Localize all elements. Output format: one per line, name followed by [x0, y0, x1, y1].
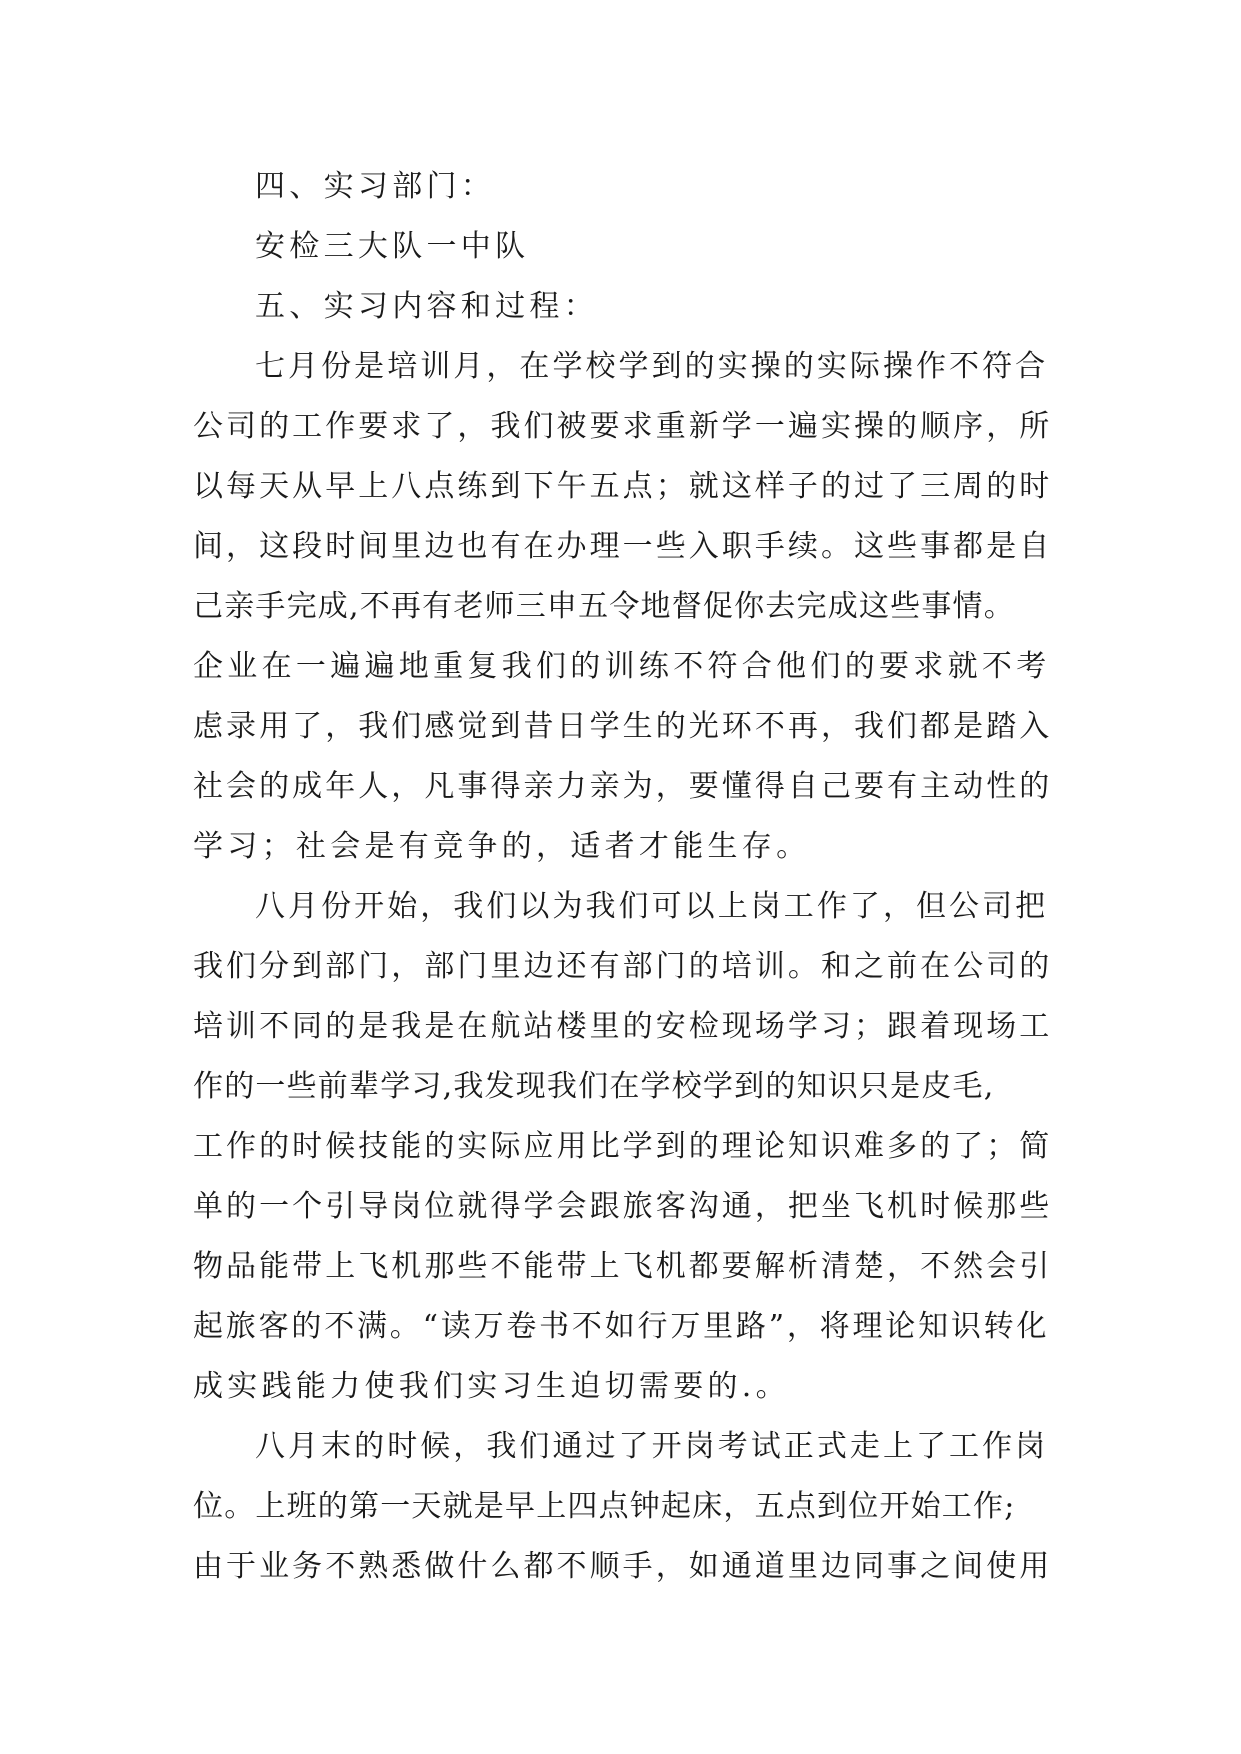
paragraph-line: 起旅客的不满。“读万卷书不如行万里路”，将理论知识转化	[193, 1309, 1050, 1344]
paragraph-line: 八月末的时候，我们通过了开岗考试正式走上了工作岗	[255, 1429, 1049, 1464]
paragraph-line: 企业在一遍遍地重复我们的训练不符合他们的要求就不考	[193, 649, 1051, 684]
section-heading-content: 五、实习内容和过程：	[255, 289, 598, 324]
paragraph-line: 位。上班的第一天就是早上四点钟起床，五点到位开始工作;	[193, 1489, 1016, 1524]
paragraph-line: 社会的成年人，凡事得亲力亲为，要懂得自己要有主动性的	[193, 769, 1053, 804]
paragraph-line: 虑录用了，我们感觉到昔日学生的光环不再，我们都是踏入	[193, 709, 1053, 744]
paragraph-line: 以每天从早上八点练到下午五点；就这样子的过了三周的时	[193, 469, 1053, 504]
paragraph-line: 由于业务不熟悉做什么都不顺手，如通道里边同事之间使用	[193, 1549, 1053, 1584]
paragraph-line: 作的一些前辈学习,我发现我们在学校学到的知识只是皮毛,	[193, 1069, 995, 1104]
paragraph-line: 成实践能力使我们实习生迫切需要的.。	[193, 1369, 790, 1404]
department-name: 安检三大队一中队	[255, 229, 530, 264]
paragraph-line: 间，这段时间里边也有在办理一些入职手续。这些事都是自	[193, 529, 1053, 564]
paragraph-line: 己亲手完成,不再有老师三申五令地督促你去完成这些事情。	[193, 589, 1015, 624]
paragraph-line: 物品能带上飞机那些不能带上飞机都要解析清楚，不然会引	[193, 1249, 1053, 1284]
paragraph-line: 我们分到部门，部门里边还有部门的培训。和之前在公司的	[193, 949, 1053, 984]
section-heading-department: 四、实习部门：	[255, 169, 496, 204]
paragraph-line: 七月份是培训月，在学校学到的实操的实际操作不符合	[255, 349, 1049, 384]
paragraph-line: 公司的工作要求了，我们被要求重新学一遍实操的顺序，所	[193, 409, 1053, 444]
paragraph-line: 学习；社会是有竞争的，适者才能生存。	[193, 829, 811, 864]
document-body	[193, 157, 1053, 1597]
paragraph-line: 培训不同的是我是在航站楼里的安检现场学习；跟着现场工	[193, 1009, 1053, 1044]
paragraph-line: 工作的时候技能的实际应用比学到的理论知识难多的了；简	[193, 1129, 1053, 1164]
paragraph-line: 八月份开始，我们以为我们可以上岗工作了，但公司把	[255, 889, 1049, 924]
paragraph-line: 单的一个引导岗位就得学会跟旅客沟通，把坐飞机时候那些	[193, 1189, 1053, 1224]
